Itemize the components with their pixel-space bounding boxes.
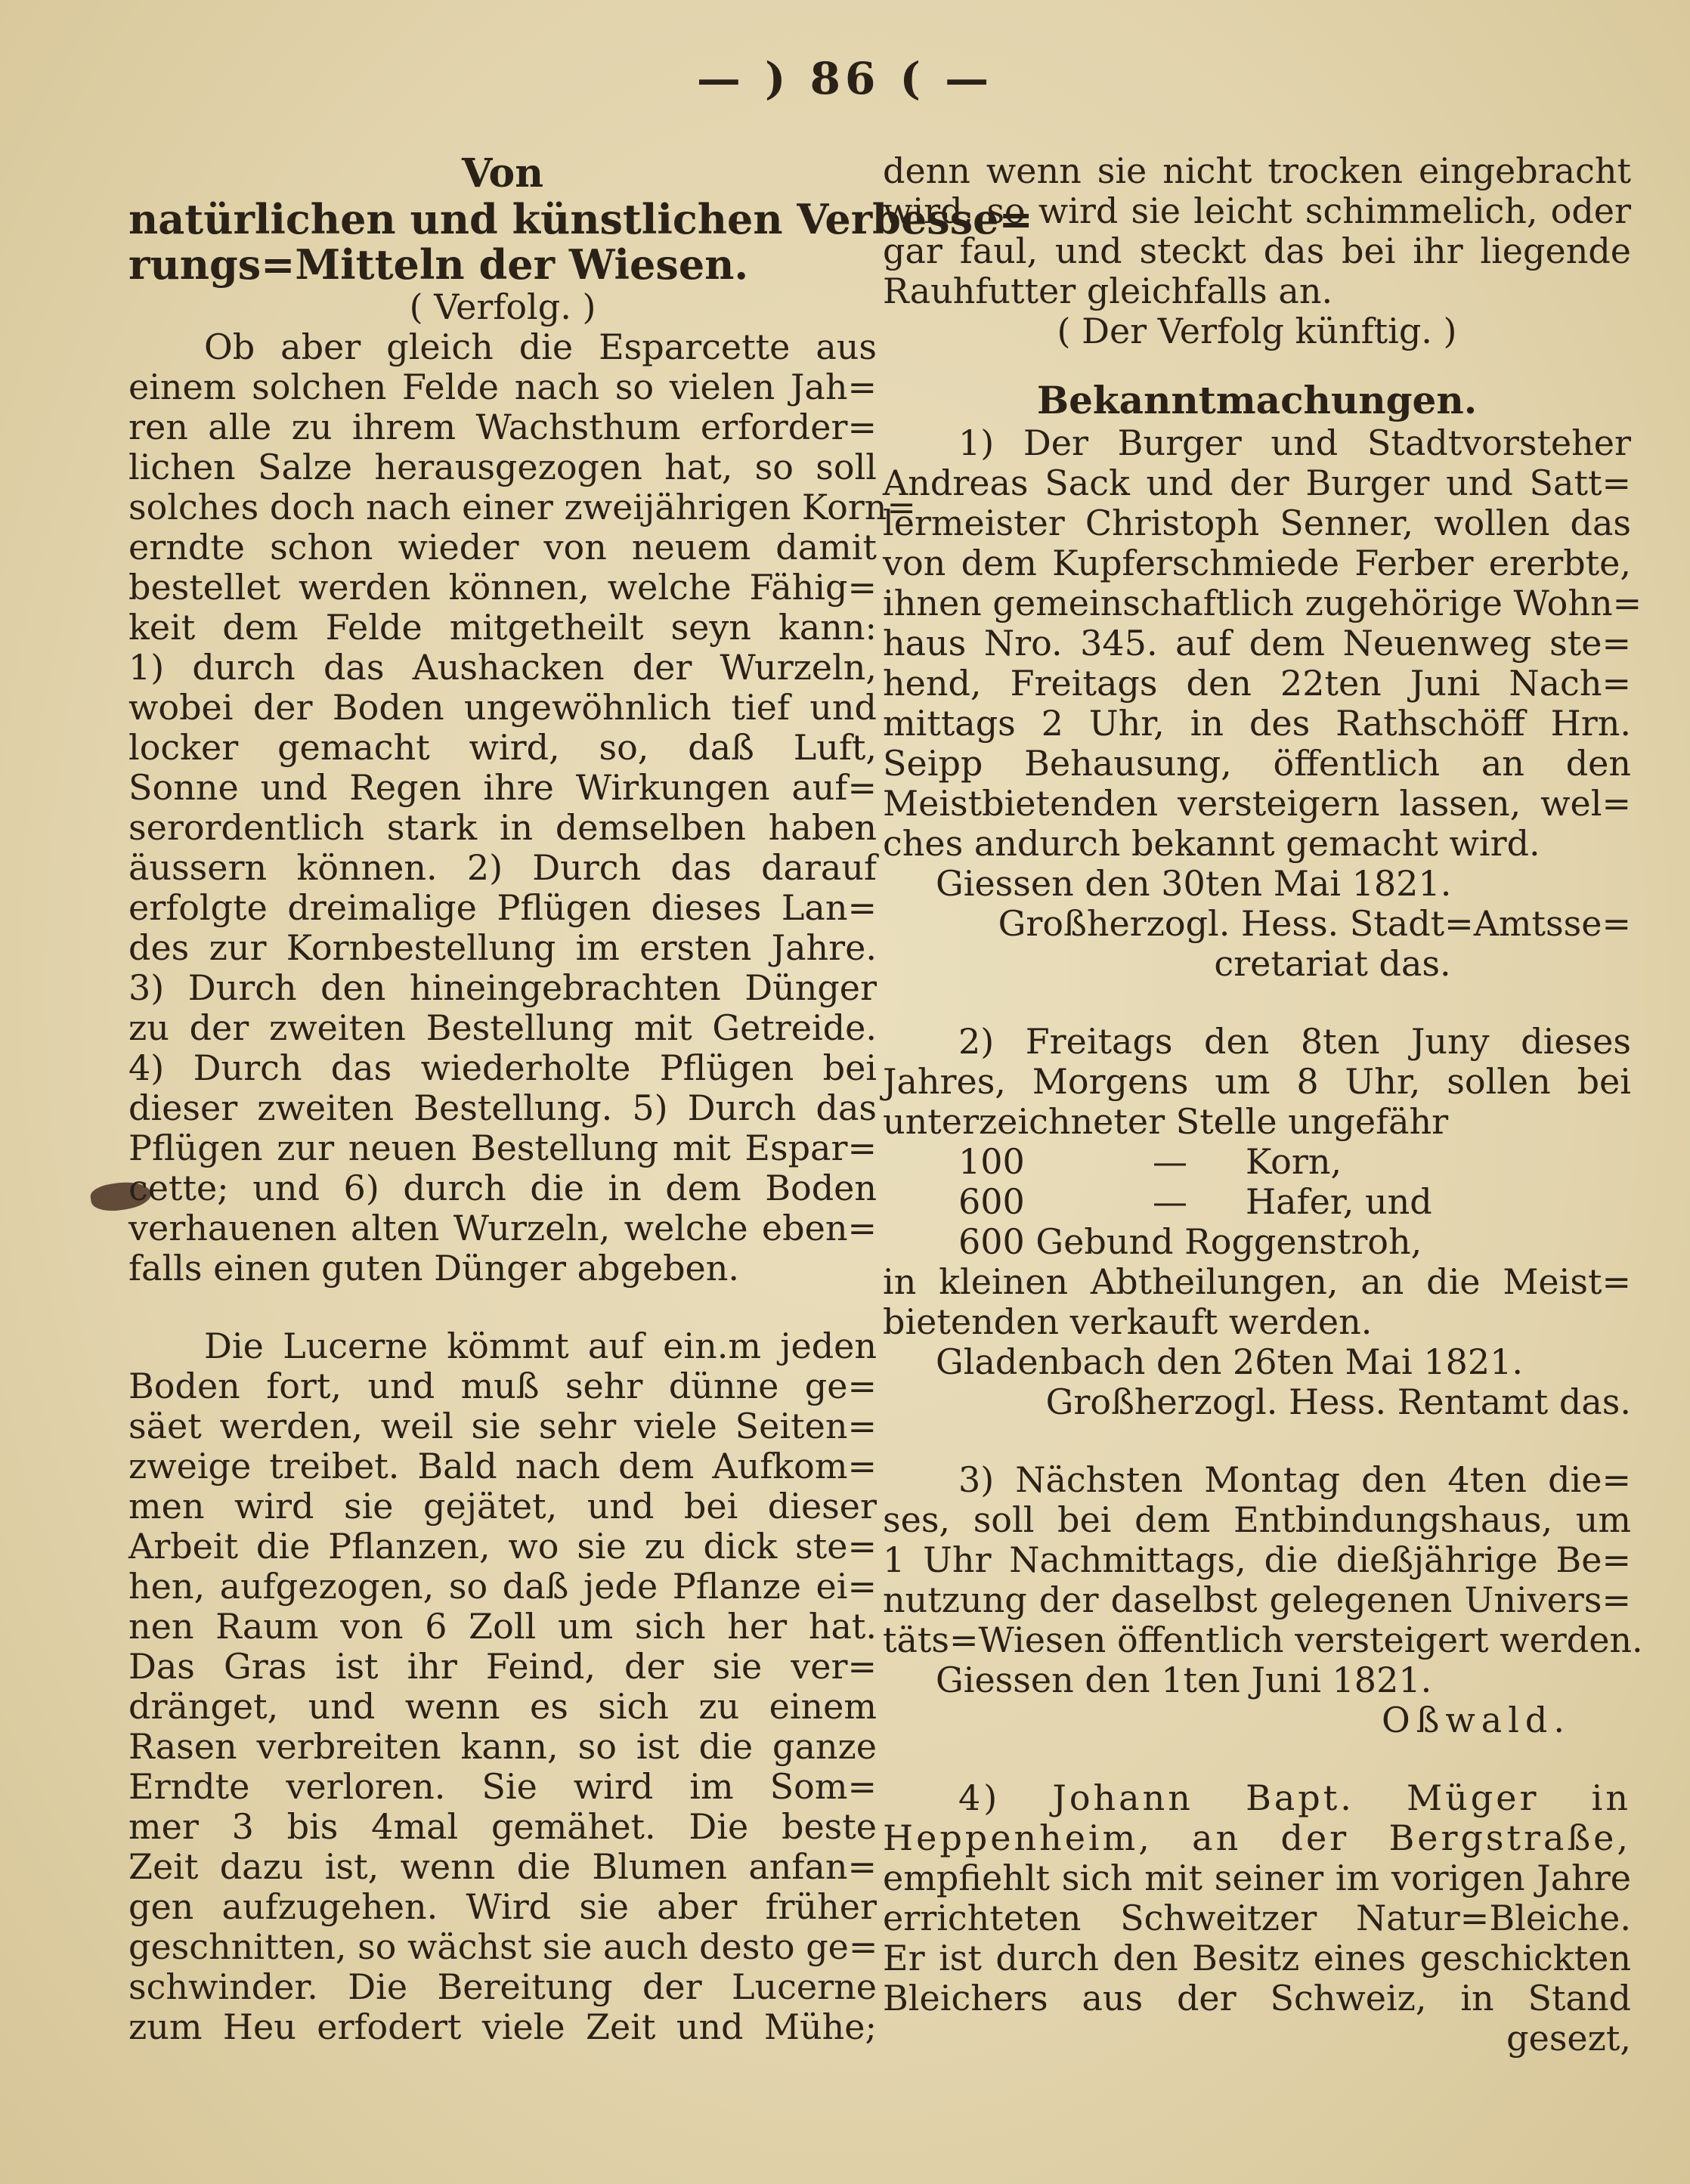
text-line: dränget, und wenn es sich zu einem	[128, 1686, 877, 1727]
text-line: Pflügen zur neuen Bestellung mit Espar=	[128, 1128, 877, 1168]
text-line: 4) Johann Bapt. Müger in	[958, 1777, 1631, 1818]
item-quantity: 100	[958, 1141, 1025, 1182]
notice-place-date: Gladenbach den 26ten Mai 1821.	[936, 1341, 1524, 1382]
text-line: säet werden, weil sie sehr viele Seiten=	[128, 1406, 877, 1446]
text-line: cette; und 6) durch die in dem Boden	[128, 1168, 877, 1208]
notice-2	[883, 1022, 1631, 1422]
text-line: Sonne und Regen ihre Wirkungen auf=	[128, 767, 877, 808]
announcements-heading: Bekanntmachungen.	[1036, 378, 1478, 422]
notice-3	[883, 1459, 1643, 1740]
text-line: zu der zweiten Bestellung mit Getreide.	[128, 1007, 877, 1048]
text-line: nutzung der daselbst gelegenen Univers=	[883, 1579, 1631, 1620]
text-line: in kleinen Abtheilungen, an die Meist=	[883, 1261, 1631, 1302]
catchword: gesezt,	[1506, 2018, 1631, 2059]
text-line: haus Nro. 345. auf dem Neuenweg ste=	[883, 623, 1631, 664]
text-line: locker gemacht wird, so, daß Luft,	[128, 727, 877, 768]
text-line: Seipp Behausung, öffentlich an den	[883, 743, 1631, 784]
item-quantity: 600	[958, 1181, 1025, 1222]
text-line: nen Raum von 6 Zoll um sich her hat.	[128, 1606, 877, 1647]
text-line: mittags 2 Uhr, in des Rathschöff Hrn.	[883, 703, 1631, 744]
text-line: wobei der Boden ungewöhnlich tief und	[128, 687, 877, 728]
text-line: dieser zweiten Bestellung. 5) Durch das	[128, 1087, 877, 1128]
item-name: Hafer, und	[1246, 1181, 1432, 1222]
text-line: keit dem Felde mitgetheilt seyn kann:	[128, 607, 877, 648]
text-line: mer 3 bis 4mal gemähet. Die beste	[128, 1806, 877, 1847]
text-line: zum Heu erfodert viele Zeit und Mühe;	[128, 2006, 877, 2047]
text-line: lichen Salze herausgezogen hat, so soll	[128, 447, 877, 487]
text-line: erndte schon wieder von neuem damit	[128, 527, 877, 568]
text-line: 3) Durch den hineingebrachten Dünger	[128, 967, 877, 1008]
text-line: erfolgte dreimalige Pflügen dieses Lan=	[128, 887, 877, 928]
text-line: empfiehlt sich mit seiner im vorigen Jahre	[883, 1858, 1631, 1898]
text-line: gar faul, und steckt das bei ihr liegende	[883, 230, 1631, 271]
notice-gap	[883, 1740, 1631, 1778]
text-line: verhauenen alten Wurzeln, welche eben=	[128, 1208, 877, 1248]
text-line: Heppenheim, an der Bergstraße,	[883, 1817, 1631, 1858]
paragraph-gap	[128, 1288, 877, 1326]
text-line: Jahres, Morgens um 8 Uhr, sollen bei	[883, 1061, 1631, 1102]
text-line: solches doch nach einer zweijährigen Korn=	[128, 487, 916, 527]
page-number: — ) 86 ( —	[696, 53, 994, 104]
list-item	[883, 1182, 1631, 1222]
text-line: Zeit dazu ist, wenn die Blumen anfan=	[128, 1846, 877, 1887]
text-line: denn wenn sie nicht trocken eingebracht	[883, 150, 1631, 191]
item-dash: —	[1153, 1181, 1187, 1222]
notice-gap	[883, 984, 1631, 1022]
text-line: wird, so wird sie leicht schimmelich, oder	[883, 190, 1631, 231]
article-title-top: Von	[461, 150, 544, 196]
notice-place-date: Giessen den 1ten Juni 1821.	[936, 1660, 1432, 1700]
text-line: Die Lucerne kömmt auf ein.m jeden	[204, 1326, 877, 1366]
text-line: 1 Uhr Nachmittags, die dießjährige Be=	[883, 1539, 1631, 1580]
text-line: äussern können. 2) Durch das darauf	[128, 847, 877, 888]
text-line: hend, Freitags den 22ten Juni Nach=	[883, 663, 1631, 704]
text-line: errichteten Schweitzer Natur=Bleiche.	[883, 1898, 1631, 1938]
notice-1	[883, 422, 1642, 984]
text-line: 1) durch das Aushacken der Wurzeln,	[128, 647, 877, 688]
text-line: 2) Freitags den 8ten Juny dieses	[958, 1021, 1631, 1062]
paragraph-1	[128, 326, 916, 1288]
text-line: Boden fort, und muß sehr dünne ge=	[128, 1366, 877, 1406]
text-line: des zur Kornbestellung im ersten Jahre.	[128, 927, 877, 968]
text-line: hen, aufgezogen, so daß jede Pflanze ei=	[128, 1566, 877, 1607]
notice-signature: cretariat das.	[1214, 943, 1451, 984]
text-line: Rauhfutter gleichfalls an.	[883, 271, 1333, 311]
text-line: Rasen verbreiten kann, so ist die ganze	[128, 1726, 877, 1767]
continued-note: ( Verfolg. )	[409, 286, 596, 327]
article-title-line-1: natürlichen und künstlichen Verbesse=	[128, 195, 1033, 243]
text-line: Meistbietenden versteigern lassen, wel=	[883, 783, 1631, 824]
text-line: ses, soll bei dem Entbindungshaus, um	[883, 1499, 1631, 1540]
text-line: ihnen gemeinschaftlich zugehörige Wohn=	[883, 583, 1642, 623]
article-title-line-2: rungs=Mitteln der Wiesen.	[128, 240, 749, 289]
text-line: Erndte verloren. Sie wird im Som=	[128, 1766, 877, 1807]
notice-signature: Großherzogl. Hess. Stadt=Amtsse=	[998, 903, 1631, 944]
text-line: Andreas Sack und der Burger und Satt=	[883, 462, 1631, 503]
text-line: gen aufzugehen. Wird sie aber früher	[128, 1886, 877, 1927]
item-dash: —	[1153, 1141, 1187, 1182]
text-line: serordentlich stark in demselben haben	[128, 807, 877, 848]
notice-4	[883, 1778, 1631, 2059]
text-line: Er ist durch den Besitz eines geschickten	[883, 1938, 1631, 1978]
text-line: 3) Nächsten Montag den 4ten die=	[958, 1459, 1631, 1500]
notice-place-date: Giessen den 30ten Mai 1821.	[936, 863, 1452, 904]
notice-gap	[883, 1422, 1631, 1460]
text-line: täts=Wiesen öffentlich versteigert werden.	[883, 1619, 1643, 1660]
list-item	[883, 1142, 1631, 1182]
text-line: lermeister Christoph Senner, wollen das	[883, 503, 1631, 543]
text-line: 1) Der Burger und Stadtvorsteher	[958, 422, 1631, 463]
text-line: Ob aber gleich die Esparcette aus	[204, 326, 877, 367]
text-line: einem solchen Felde nach so vielen Jah=	[128, 367, 877, 407]
text-line: Bleichers aus der Schweiz, in Stand	[883, 1978, 1631, 2018]
text-line: falls einen guten Dünger abgeben.	[128, 1248, 740, 1288]
right-column	[883, 150, 1643, 2059]
item-name: Korn,	[1246, 1141, 1342, 1182]
text-line: ches andurch bekannt gemacht wird.	[883, 823, 1540, 864]
text-line: 4) Durch das wiederholte Pflügen bei	[128, 1047, 877, 1088]
text-line: Arbeit die Pflanzen, wo sie zu dick ste=	[128, 1526, 877, 1567]
list-item: 600 Gebund Roggenstroh,	[958, 1221, 1422, 1262]
text-line: ren alle zu ihrem Wachsthum erforder=	[128, 407, 877, 447]
text-line: von dem Kupferschmiede Ferber ererbte,	[883, 543, 1631, 583]
text-line: Das Gras ist ihr Feind, der sie ver=	[128, 1646, 877, 1687]
text-line: zweige treibet. Bald nach dem Aufkom=	[128, 1446, 877, 1486]
paragraph-2	[128, 1326, 877, 2047]
text-line: bestellet werden können, welche Fähig=	[128, 567, 877, 608]
text-line: men wird sie gejätet, und bei dieser	[128, 1486, 877, 1527]
text-line: unterzeichneter Stelle ungefähr	[883, 1101, 1449, 1142]
text-line: schwinder. Die Bereitung der Lucerne	[128, 1966, 877, 2007]
article-continuation	[883, 151, 1631, 311]
text-line: bietenden verkauft werden.	[883, 1301, 1373, 1342]
notice-signature: Großherzogl. Hess. Rentamt das.	[1045, 1381, 1631, 1422]
to-be-continued-note: ( Der Verfolg künftig. )	[1057, 311, 1457, 351]
text-line: geschnitten, so wächst sie auch desto ge=	[128, 1926, 878, 1967]
notice-signature: Oßwald.	[1381, 1700, 1571, 1740]
